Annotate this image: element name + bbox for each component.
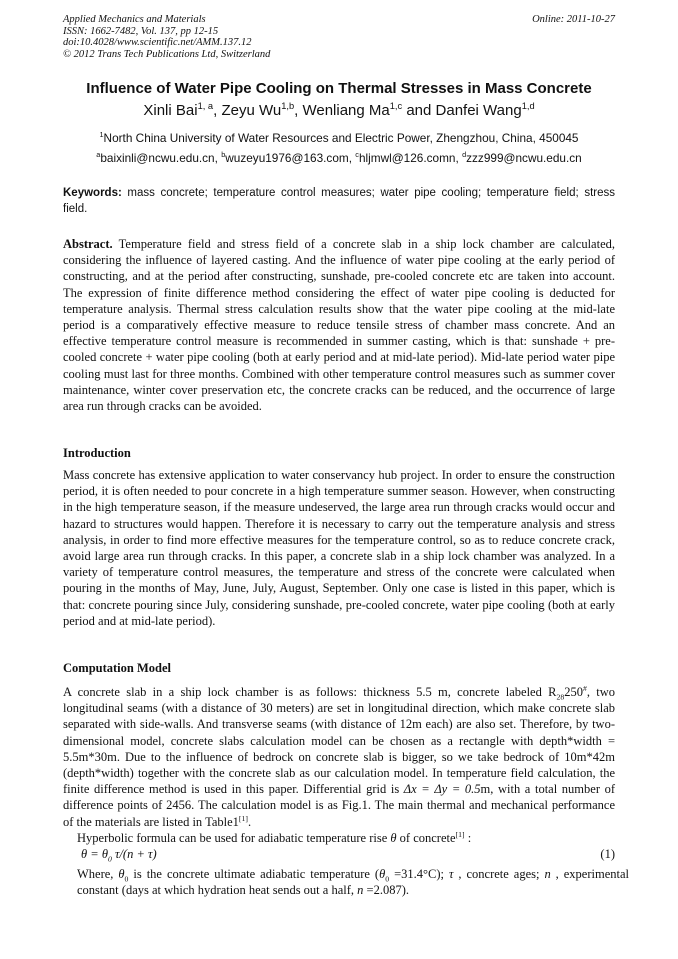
symbol-tau: τ — [448, 867, 454, 881]
doi-line: doi:10.4028/www.scientific.net/AMM.137.12 — [63, 37, 252, 48]
paper-title: Influence of Water Pipe Cooling on Thermal Stresses in Mass Concrete — [86, 80, 592, 97]
computation-paragraph-2 — [63, 830, 615, 846]
text-run: Hyperbolic formula can be used for adiabatic temperature rise — [77, 830, 391, 845]
author-name: Danfei Wang — [435, 102, 522, 119]
subscript: 28 — [556, 692, 565, 702]
author-list — [40, 102, 638, 119]
eq-subscript: 0 — [107, 854, 112, 864]
author-and: and — [402, 102, 436, 119]
author-separator: , — [213, 102, 222, 119]
keywords-text: mass concrete; temperature control measures; water pipe cooling; temperature field; stress field. — [63, 187, 615, 215]
eq-part: τ/(n + τ) — [111, 847, 157, 861]
text-run: : — [464, 830, 472, 845]
where-paragraph — [63, 866, 629, 898]
author-name: Zeyu Wu — [221, 102, 282, 119]
equation-expression — [81, 847, 157, 862]
citation[interactable]: [1] — [455, 829, 465, 839]
email-mark: b — [221, 150, 226, 160]
eq-part: θ = θ — [81, 847, 108, 861]
symbol-theta: θ — [118, 867, 125, 881]
introduction-text: Mass concrete has extensive application to water conservancy hub project. In order to ensure the construction period, it is often needed to pour concrete in a high temperature summer season. However, when constructing in the high temperature season, if the measure undeserved, the large area run through cracks would occur and hazard to structures would happen. Therefore it is necessary to carry out the temperature analysis and stress analysis, in order to find more effective measures for the temperature control, so as to reduce concrete crack, avoid large area run through cracks. In this paper, a concrete slab in a ship lock chamber was analyzed. In a variety of temperature control measures, the temperature and stress of the concrete were calculated when pouring in the months of May, June, July, August, September. Only one case is listed in this paper, which is that: concrete pouring since July, considering sunshade, pre-cooled concrete, water pipe cooling (both at early period and at mid-late period). — [63, 468, 615, 628]
author-affil-mark: 1,d — [521, 101, 535, 111]
author-affil-mark: 1,b — [281, 101, 295, 111]
text-run: =31.4°C); — [389, 867, 449, 881]
text-run: of concrete — [396, 830, 456, 845]
keywords — [63, 185, 615, 217]
citation[interactable]: [1] — [238, 813, 248, 823]
text-run: 250 — [564, 685, 583, 699]
journal-header — [63, 14, 615, 60]
keywords-label: Keywords: — [63, 187, 122, 199]
symbol-n: n — [544, 867, 551, 881]
computation-heading: Computation Model — [63, 661, 171, 675]
affiliation-text: North China University of Water Resources and Electric Power, Zhengzhou, China, 450045 — [103, 131, 579, 145]
author-affil-mark: 1, a — [197, 101, 214, 111]
email-link[interactable]: zzz999@ncwu.edu.cn — [466, 151, 582, 165]
computation-text — [63, 684, 615, 846]
text-run: A concrete slab in a ship lock chamber is as follows: thickness 5.5 m, concrete labeled R — [63, 685, 557, 699]
equation-number: (1) — [600, 847, 615, 861]
email-link[interactable]: baixinli@ncwu.edu.cn — [100, 151, 215, 165]
online-date: Online: 2011-10-27 — [532, 14, 615, 25]
author-affil-mark: 1,c — [389, 101, 403, 111]
journal-name: Applied Mechanics and Materials — [63, 14, 206, 25]
author-separator: , — [294, 102, 303, 119]
abstract-text: Temperature field and stress field of a concrete slab in a ship lock chamber are calculated, considering the influence of layered casting. And the influence of water pipe cooling at the early period of constructing, and at the period after constructing, sunshade, pre-cooled concrete etc are taken into account. The expression of finite difference method considering the effect of water pipe cooling is deducted for temperature analysis. Thermal stress calculation results show that the water pipe cooling at the mid-late period is a comparatively effective measure to reduce tensile stress of chamber mass concrete. And an effective temperature control measure is recommended in summer casting, which is that: sunshade + pre-cooled concrete + water pipe cooling (both at early period and at mid-late period). Mid-late period water pipe cooling must last for three months. Combined with other temperature control measures such as summer cover maintenance, winter cover preservation etc, the concrete cracks can be reduced, and the occurrence of large area run through cracks can be avoided. — [63, 237, 615, 414]
email-mark: c — [355, 150, 359, 160]
issn-line: ISSN: 1662-7482, Vol. 137, pp 12-15 — [63, 25, 219, 37]
email-mark: d — [462, 150, 467, 160]
copyright-line: © 2012 Trans Tech Publications Ltd, Switzerland — [63, 48, 271, 60]
author-name: Wenliang Ma — [302, 102, 390, 119]
text-run: . — [247, 814, 252, 829]
email-mark: a — [96, 150, 101, 160]
email-link[interactable]: wuzeyu1976@163.com — [225, 151, 349, 165]
abstract — [63, 236, 615, 414]
email-list: $^a$baixinli@ncwu.edu.cn, $^b$wuzeyu1976@163.com, $^c$hljmwl@126.comn, $^d$zzz999@ncwu.edu.cn — [96, 150, 582, 165]
text-run: Where, — [77, 867, 119, 881]
text-run: is the concrete ultimate adiabatic temperature ( — [128, 867, 380, 881]
symbol-n: n — [357, 883, 364, 898]
text-run: =2.087). — [363, 883, 409, 898]
subscript: 0 — [385, 874, 390, 884]
abstract-label: Abstract. — [63, 237, 113, 251]
computation-paragraph-1 — [63, 684, 615, 830]
text-run: , concrete ages; — [453, 867, 545, 881]
affiliation-mark: 1 — [99, 130, 104, 140]
symbol-theta: θ — [379, 867, 386, 881]
text-run: m, with a total number of difference points of 2456. The calculation model is as Fig.1. The main thermal and mechanical performance of the materials are listed in Table1 — [63, 782, 616, 829]
email-link[interactable]: hljmwl@126.comn — [358, 151, 456, 165]
symbol-theta: θ — [390, 830, 397, 845]
subscript: 0 — [124, 874, 129, 884]
introduction-heading: Introduction — [63, 446, 131, 460]
superscript: # — [582, 683, 587, 693]
text-run: , experimental constant (days at which hydration heat sends out a half, — [77, 867, 629, 898]
author-name: Xinli Bai — [143, 102, 198, 119]
grid-expression: Δx = Δy = 0.5 — [403, 782, 481, 797]
affiliation — [40, 131, 638, 145]
text-run: , two longitudinal seams (with a distance of 30 meters) are set in longitudinal direction, which make concrete slab separated with side-walls. And transverse seams (with distance of 12m each) are also set. Therefore, by two-dimensional model, concrete slabs calculation model can be chosen as a rectangle with depth*width = 5.5m*30m. Due to the influence of bedrock on concrete slab is bigger, so we take bedrock of 10m*42m (depth*width) together with the concrete slab as our calculation model. In temperature field calculation, the finite difference method is used in this paper. Differential grid is — [63, 685, 616, 797]
